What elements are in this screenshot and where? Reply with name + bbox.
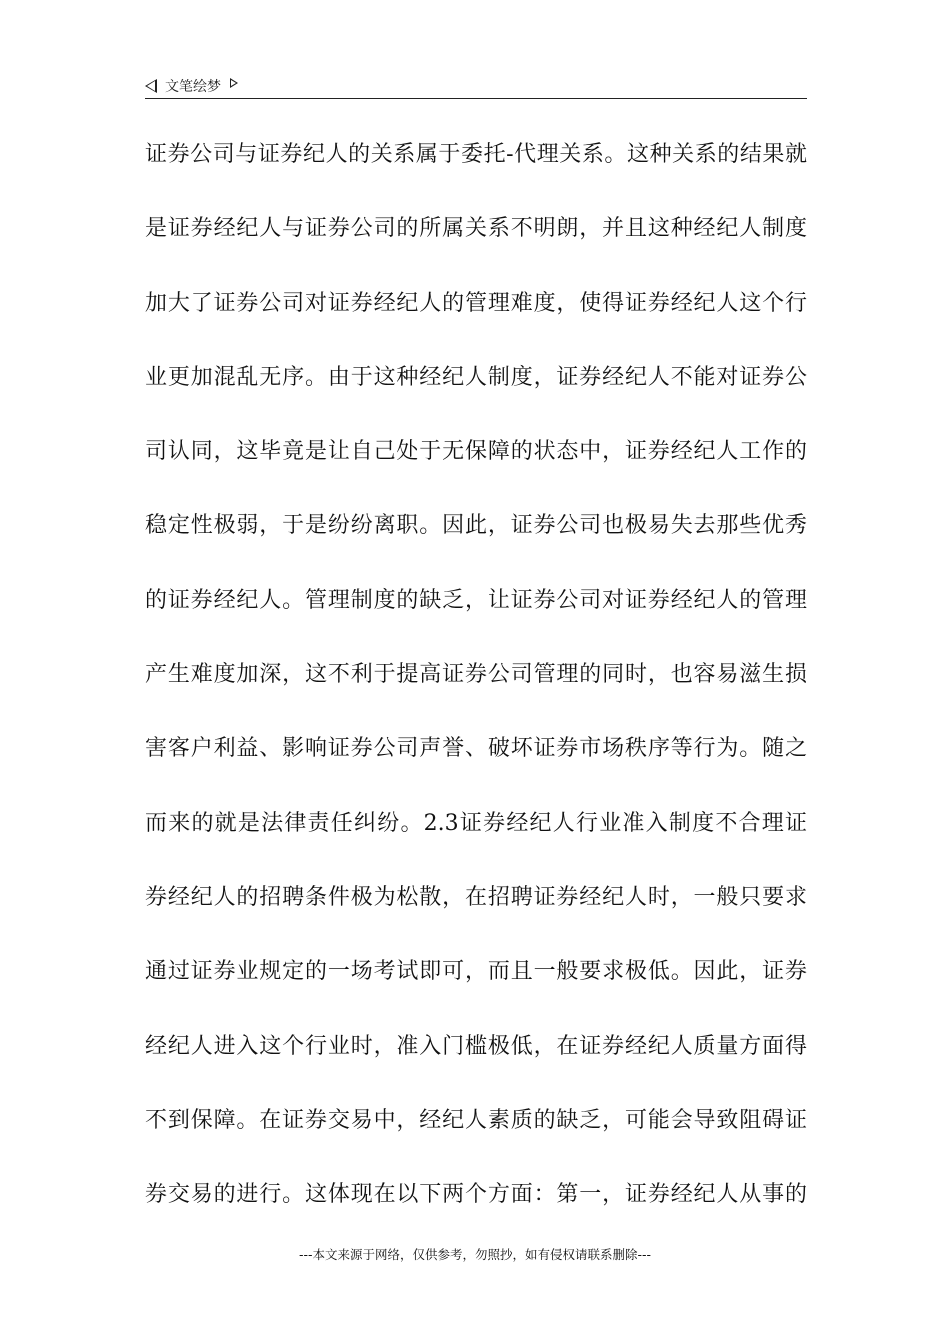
text-line: 券交易的进行。这体现在以下两个方面：第一，证券经纪人从事的 [145, 1182, 807, 1208]
text-line: 而来的就是法律责任纠纷。2.3证券经纪人行业准入制度不合理证 [145, 810, 807, 836]
text-line: 经纪人进入这个行业时，准入门槛极低，在证券经纪人质量方面得 [145, 1033, 807, 1059]
text-line: 业更加混乱无序。由于这种经纪人制度，证券经纪人不能对证券公 [145, 364, 807, 390]
text-line: 券经纪人的招聘条件极为松散，在招聘证券经纪人时，一般只要求 [145, 884, 807, 910]
footer-notice: ---本文来源于网络，仅供参考，勿照抄，如有侵权请联系删除--- [298, 1247, 652, 1262]
header-brand [145, 76, 238, 96]
text-line: 司认同，这毕竟是让自己处于无保障的状态中，证券经纪人工作的 [145, 439, 807, 465]
text-line: 稳定性极弱，于是纷纷离职。因此，证券公司也极易失去那些优秀 [145, 513, 807, 539]
text-line: 通过证券业规定的一场考试即可，而且一般要求极低。因此，证券 [145, 959, 807, 985]
text-line: 的证券经纪人。管理制度的缺乏，让证券公司对证券经纪人的管理 [145, 587, 807, 613]
text-line: 产生难度加深，这不利于提高证券公司管理的同时，也容易滋生损 [145, 662, 807, 688]
triangle-right-icon [230, 78, 238, 88]
text-line: 加大了证券公司对证券经纪人的管理难度，使得证券经纪人这个行 [145, 290, 807, 316]
text-line: 证券公司与证券纪人的关系属于委托-代理关系。这种关系的结果就 [145, 142, 807, 167]
text-line: 不到保障。在证券交易中，经纪人素质的缺乏，可能会导致阻碍证 [145, 1107, 807, 1133]
triangle-left-icon [145, 79, 157, 93]
page-header [145, 72, 807, 99]
text-line: 害客户利益、影响证券公司声誉、破坏证券市场秩序等行为。随之 [145, 736, 807, 762]
document-body [145, 133, 807, 1247]
text-line: 是证券经纪人与证券公司的所属关系不明朗，并且这种经纪人制度 [145, 216, 807, 242]
header-title: 文笔绘梦 [165, 79, 221, 95]
